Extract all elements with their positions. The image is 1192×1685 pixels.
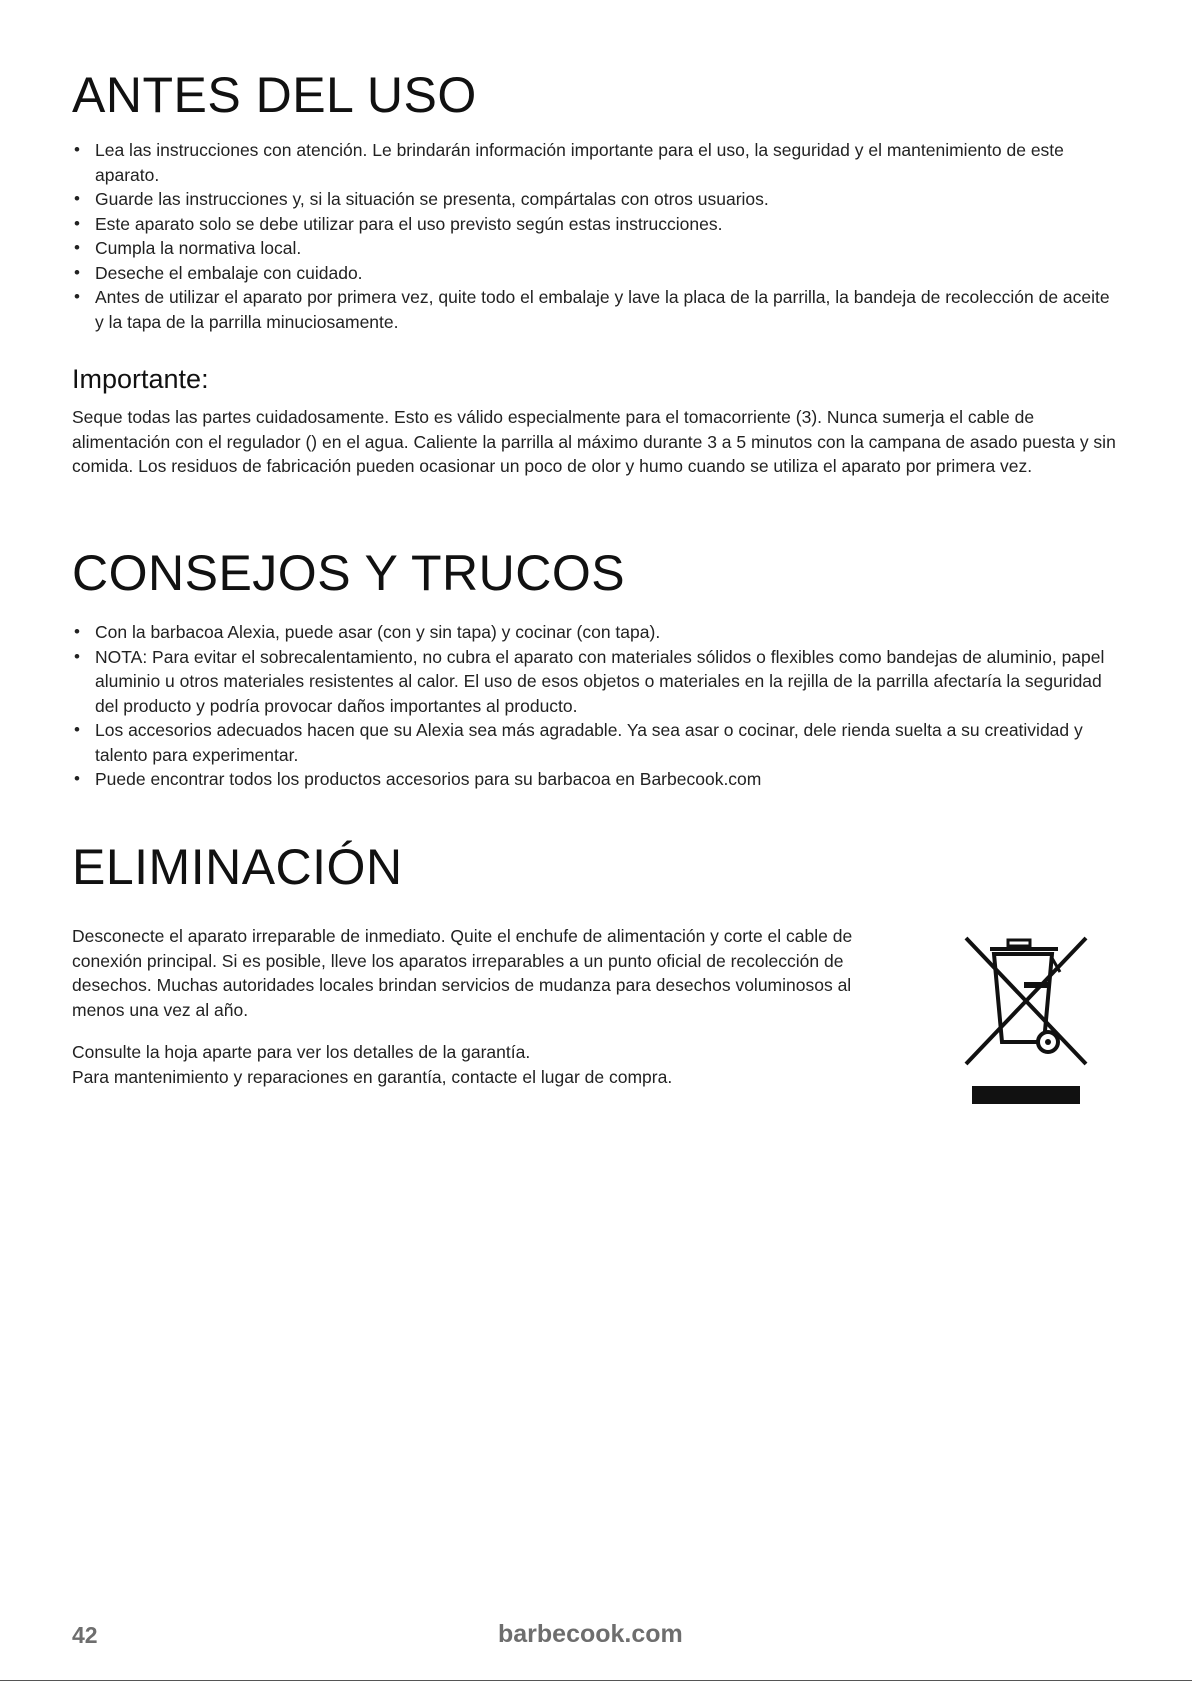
eliminacion-paragraph: Desconecte el aparato irreparable de inmediato. Quite el enchufe de alimentación y corte el cable de conexión principal. Si es posible, lleve los aparatos irreparables a un punto oficial de recolección de desechos. Muchas autoridades locales brindan servicios de mudanza para desechos voluminosos al menos una vez al año.: [72, 926, 853, 1020]
garantia-paragraph: [72, 1040, 892, 1089]
list-item: • Puede encontrar todos los productos accesorios para su barbacoa en Barbecook.com: [72, 767, 1122, 792]
footer-website: barbecook.com: [498, 1620, 683, 1648]
list-item: • NOTA: Para evitar el sobrecalentamiento, no cubra el aparato con materiales sólidos o flexibles como bandejas de aluminio, papel aluminio u otros materiales resistentes al calor. El uso de esos objetos o materiales en la rejilla de la parrilla afectaría la seguridad del producto y podría provocar daños importantes al producto.: [72, 645, 1122, 719]
list-item: • Guarde las instrucciones y, si la situación se presenta, compártalas con otros usuarios.: [72, 187, 1122, 212]
consejos-list: [72, 620, 1122, 792]
list-item: • Este aparato solo se debe utilizar para el uso previsto según estas instrucciones.: [72, 212, 1122, 237]
importante-paragraph: Seque todas las partes cuidadosamente. Esto es válido especialmente para el tomacorriente (3). Nunca sumerja el cable de alimentación con el regulador () en el agua. Caliente la parrilla al máximo durante 3 a 5 minutos con la campana de asado puesta y sin comida. Los residuos de fabricación pueden ocasionar un poco de olor y humo cuando se utiliza el aparato por primera vez.: [72, 407, 1116, 476]
list-item: • Deseche el embalaje con cuidado.: [72, 261, 1122, 286]
section-title-consejos: CONSEJOS Y TRUCOS: [72, 545, 626, 601]
bottom-divider: [0, 1680, 1192, 1681]
section-title-eliminacion: ELIMINACIÓN: [72, 839, 403, 895]
section-title-antes: ANTES DEL USO: [72, 67, 477, 123]
importante-heading: Importante:: [72, 364, 209, 394]
list-item: • Cumpla la normativa local.: [72, 236, 1122, 261]
antes-list: [72, 138, 1122, 334]
crossed-out-wheelie-bin-icon: [952, 922, 1094, 1104]
garantia-line-2: Para mantenimiento y reparaciones en garantía, contacte el lugar de compra.: [72, 1066, 673, 1087]
list-item: • Antes de utilizar el aparato por primera vez, quite todo el embalaje y lave la placa de la parrilla, la bandeja de recolección de aceite y la tapa de la parrilla minuciosamente.: [72, 285, 1122, 334]
list-item: • Los accesorios adecuados hacen que su Alexia sea más agradable. Ya sea asar o cocinar, dele rienda suelta a su creatividad y talento para experimentar.: [72, 718, 1122, 767]
garantia-line-1: Consulte la hoja aparte para ver los detalles de la garantía.: [72, 1042, 531, 1062]
page-number: 42: [72, 1622, 98, 1648]
list-item: • Con la barbacoa Alexia, puede asar (con y sin tapa) y cocinar (con tapa).: [72, 620, 1122, 645]
list-item: • Lea las instrucciones con atención. Le brindarán información importante para el uso, la seguridad y el mantenimiento de este aparato.: [72, 138, 1122, 187]
